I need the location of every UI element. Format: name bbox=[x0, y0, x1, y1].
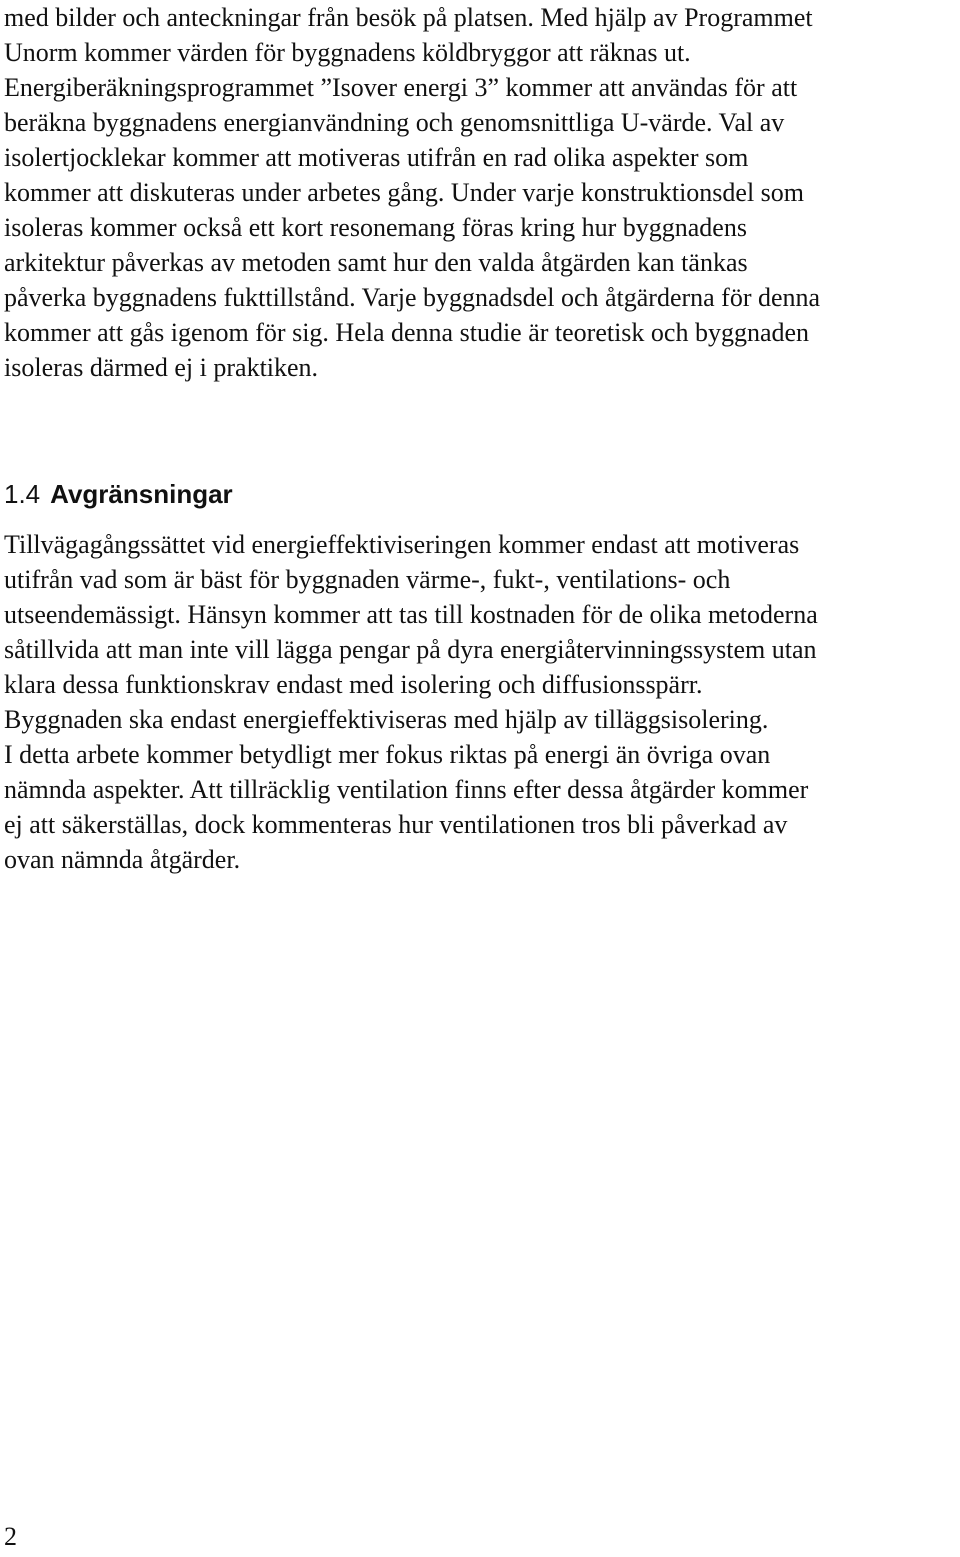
paragraph-line: Energiberäkningsprogrammet ”Isover energi 3” kommer att användas för att bbox=[4, 73, 798, 102]
section-title: Avgränsningar bbox=[50, 479, 233, 509]
paragraph-line: isolertjocklekar kommer att motiveras utifrån en rad olika aspekter som bbox=[4, 143, 749, 172]
paragraph-line: ovan nämnda åtgärder. bbox=[4, 845, 241, 874]
paragraph-line: med bilder och anteckningar från besök på platsen. Med hjälp av Programmet bbox=[4, 3, 813, 32]
paragraph-line: Tillvägagångssättet vid energieffektiviseringen kommer endast att motiveras bbox=[4, 530, 800, 559]
paragraph-line: ej att säkerställas, dock kommenteras hur ventilationen tros bli påverkad av bbox=[4, 810, 788, 839]
paragraph-line: beräkna byggnadens energianvändning och genomsnittliga U-värde. Val av bbox=[4, 108, 785, 137]
paragraph-line: klara dessa funktionskrav endast med isolering och diffusionsspärr. bbox=[4, 670, 703, 699]
paragraph-line: såtillvida att man inte vill lägga pengar på dyra energiåtervinningssystem utan bbox=[4, 635, 817, 664]
section-number: 1.4 bbox=[4, 479, 41, 509]
paragraph-line: Byggnaden ska endast energieffektiviseras med hjälp av tilläggsisolering. bbox=[4, 705, 769, 734]
paragraph-line: nämnda aspekter. Att tillräcklig ventilation finns efter dessa åtgärder kommer bbox=[4, 775, 809, 804]
section-heading bbox=[4, 474, 233, 514]
paragraph-line: utseendemässigt. Hänsyn kommer att tas till kostnaden för de olika metoderna bbox=[4, 600, 818, 629]
paragraph-line: isoleras därmed ej i praktiken. bbox=[4, 353, 319, 382]
paragraph-line: kommer att gås igenom för sig. Hela denna studie är teoretisk och byggnaden bbox=[4, 318, 810, 347]
page-number: 2 bbox=[4, 1522, 17, 1551]
section-paragraph bbox=[4, 527, 960, 877]
paragraph-line: påverka byggnadens fukttillstånd. Varje byggnadsdel och åtgärderna för denna bbox=[4, 283, 821, 312]
paragraph-line: I detta arbete kommer betydligt mer fokus riktas på energi än övriga ovan bbox=[4, 740, 771, 769]
paragraph-line: arkitektur påverkas av metoden samt hur den valda åtgärden kan tänkas bbox=[4, 248, 748, 277]
paragraph-line: utifrån vad som är bäst för byggnaden värme-, fukt-, ventilations- och bbox=[4, 565, 731, 594]
paragraph-line: Unorm kommer värden för byggnadens köldbryggor att räknas ut. bbox=[4, 38, 691, 67]
paragraph-line: isoleras kommer också ett kort resonemang föras kring hur byggnadens bbox=[4, 213, 747, 242]
intro-paragraph bbox=[4, 0, 960, 385]
paragraph-line: kommer att diskuteras under arbetes gång. Under varje konstruktionsdel som bbox=[4, 178, 805, 207]
